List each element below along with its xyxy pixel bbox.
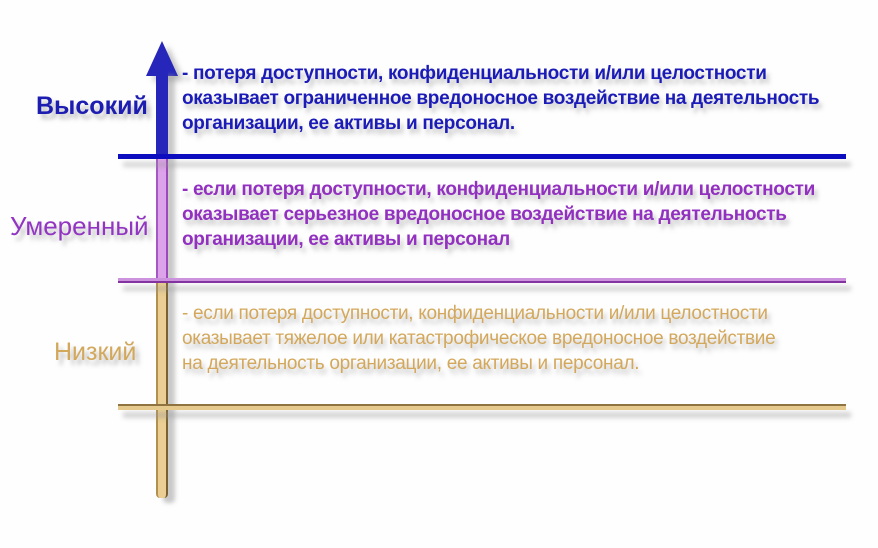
axis-segment-low (156, 281, 168, 498)
description-line: на деятельность организации, ее активы и персонал. (182, 353, 640, 374)
description-line: оказывает тяжелое или катастрофическое вредоносное воздействие (182, 328, 776, 349)
level-divider-moderate (118, 278, 846, 283)
level-description-low (182, 301, 878, 376)
description-line: - потеря доступности, конфиденциальности и/или целостности (182, 63, 767, 84)
description-line: организации, ее активы и персонал (182, 229, 510, 250)
description-line: оказывает серьезное вредоносное воздействие на деятельность (182, 204, 787, 225)
level-divider-high (118, 154, 846, 159)
level-label-high: Высокий (36, 92, 148, 120)
level-label-low: Низкий (54, 338, 137, 366)
level-description-high (182, 61, 878, 136)
level-label-moderate: Умеренный (10, 211, 149, 241)
description-line: оказывает ограниченное вредоносное воздействие на деятельность (182, 88, 820, 109)
description-line: - если потеря доступности, конфиденциальности и/или целостности (182, 179, 816, 200)
description-line: организации, ее активы и персонал. (182, 113, 515, 134)
axis-segment-moderate (156, 158, 168, 281)
description-line: - если потеря доступности, конфиденциальности и/или целостности (182, 303, 768, 324)
level-description-moderate (182, 177, 878, 252)
axis-segment-high (156, 70, 168, 158)
level-divider-low (118, 404, 846, 410)
